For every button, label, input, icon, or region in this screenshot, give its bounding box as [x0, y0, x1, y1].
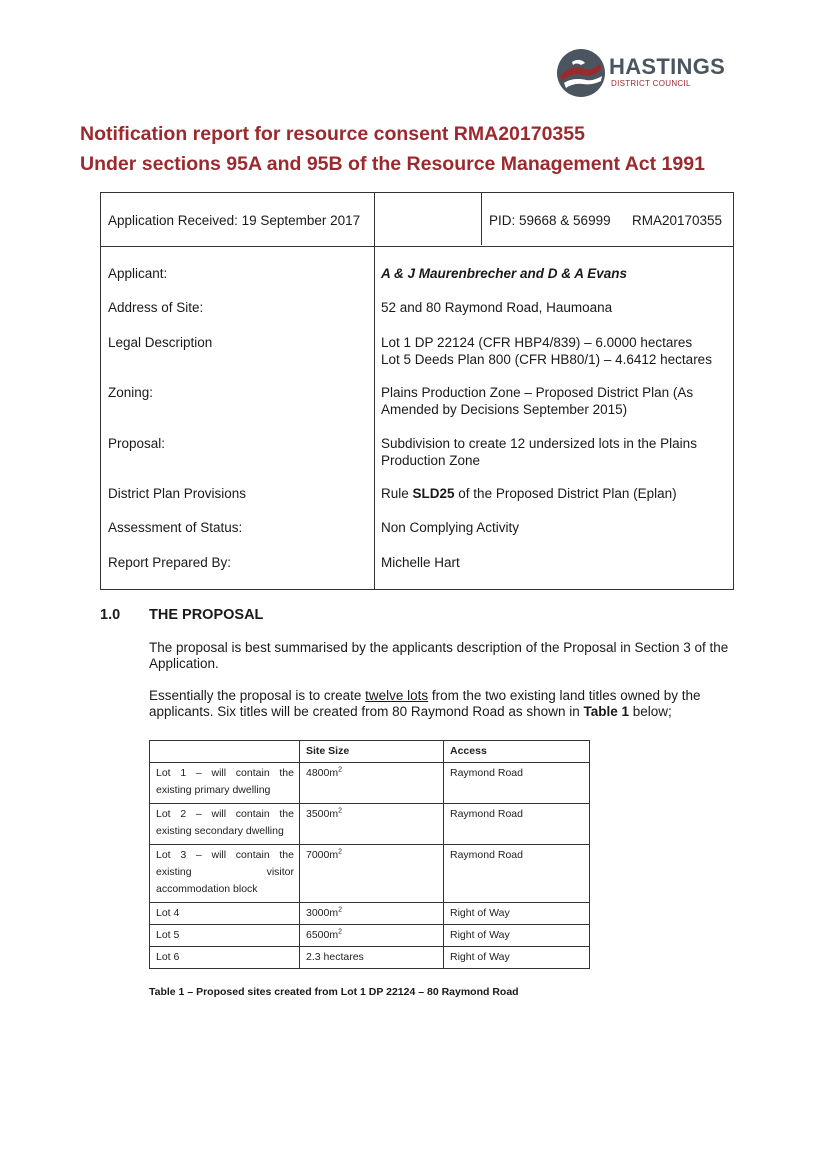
proposed-sites-table [149, 740, 590, 969]
table-row [150, 763, 590, 804]
lot-cell: Lot 5 [150, 925, 300, 947]
table-caption: Table 1 – Proposed sites created from Lot 1 DP 22124 – 80 Raymond Road [149, 986, 519, 998]
size-cell: 2.3 hectares [300, 947, 444, 969]
table-row [150, 947, 590, 969]
proposal-paragraph-1: The proposal is best summarised by the applicants description of the Proposal in Section 3 of the Application. [149, 640, 729, 671]
address-label: Address of Site: [108, 300, 204, 315]
lot-cell: Lot 4 [150, 903, 300, 925]
legal-description-label: Legal Description [108, 335, 213, 350]
column-divider [481, 193, 482, 245]
size-cell: $4800m^2$ [300, 763, 444, 804]
rma-number: RMA20170355 [632, 213, 723, 228]
proposal-line1: Subdivision to create 12 undersized lots in the Plains [381, 436, 697, 451]
access-cell: Raymond Road [444, 845, 590, 903]
table-row [150, 925, 590, 947]
access-cell: Right of Way [444, 947, 590, 969]
district-plan-label: District Plan Provisions [108, 486, 247, 501]
lot-cell: Lot 1 – will contain the existing primary dwelling [150, 763, 300, 804]
legal-description-line1: Lot 1 DP 22124 (CFR HBP4/839) – 6.0000 hectares [381, 335, 693, 350]
zoning-line2: Amended by Decisions September 2015) [381, 402, 628, 417]
assessment-value: Non Complying Activity [381, 520, 520, 535]
access-cell: Raymond Road [444, 763, 590, 804]
logo-subtitle: DISTRICT COUNCIL [611, 79, 691, 88]
prepared-by-value: Michelle Hart [381, 555, 460, 570]
report-subtitle: Under sections 95A and 95B of the Resource Management Act 1991 [80, 153, 705, 175]
header-cell: Site Size [300, 741, 444, 763]
proposal-line2: Production Zone [381, 453, 481, 468]
size-cell: $3000m^2$ [300, 903, 444, 925]
size-cell: $7000m^2$ [300, 845, 444, 903]
column-divider [374, 193, 375, 589]
size-cell: $6500m^2$ [300, 925, 444, 947]
legal-description-line2: Lot 5 Deeds Plan 800 (CFR HB80/1) – 4.6412 hectares [381, 352, 712, 367]
lot-cell: Lot 3 – will contain the existing visitor accommodation block [150, 845, 300, 903]
row-divider [101, 246, 733, 247]
header-cell [150, 741, 300, 763]
prepared-by-label: Report Prepared By: [108, 555, 232, 570]
applicant-value: A & J Maurenbrecher and D & A Evans [381, 266, 628, 281]
table-row [150, 845, 590, 903]
lot-cell: Lot 6 [150, 947, 300, 969]
access-cell: Right of Way [444, 925, 590, 947]
application-received: Application Received: 19 September 2017 [108, 213, 361, 228]
report-title: Notification report for resource consent RMA20170355 [80, 123, 585, 145]
section-title: THE PROPOSAL [149, 607, 264, 623]
zoning-line1: Plains Production Zone – Proposed District Plan (As [381, 385, 694, 400]
logo-wordmark: HASTINGS [609, 54, 726, 79]
size-cell: $3500m^2$ [300, 804, 444, 845]
table-header-row [150, 741, 590, 763]
lot-cell: Lot 2 – will contain the existing secondary dwelling [150, 804, 300, 845]
access-cell: Raymond Road [444, 804, 590, 845]
pid-numbers: PID: 59668 & 56999 [489, 213, 611, 228]
hastings-logo [556, 48, 726, 100]
hastings-emblem-icon [556, 48, 606, 98]
application-info-table [100, 192, 734, 590]
table-row [150, 903, 590, 925]
access-cell: Right of Way [444, 903, 590, 925]
header-cell: Access [444, 741, 590, 763]
table-row [150, 804, 590, 845]
assessment-label: Assessment of Status: [108, 520, 243, 535]
zoning-label: Zoning: [108, 385, 154, 400]
proposal-paragraph-2: Essentially the proposal is to create twelve lots from the two existing land titles owned by the applicants. Six titles will be created from 80 Raymond Road as shown in Table 1 below; [149, 688, 701, 719]
section-number: 1.0 [100, 607, 121, 623]
district-plan-value: Rule SLD25 of the Proposed District Plan (Eplan) [381, 486, 677, 501]
proposal-label: Proposal: [108, 436, 166, 451]
applicant-label: Applicant: [108, 266, 168, 281]
address-value: 52 and 80 Raymond Road, Haumoana [381, 300, 613, 315]
